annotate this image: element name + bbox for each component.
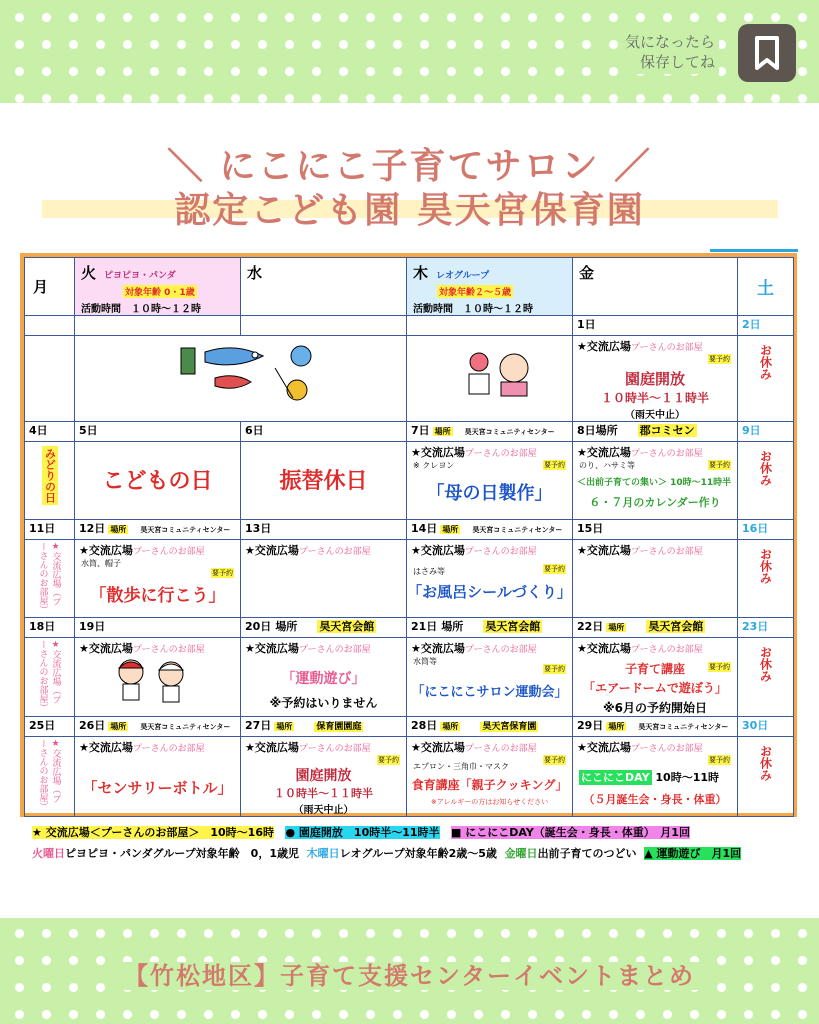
children-running-illustration	[109, 656, 195, 712]
week4-wed-sub: プーさんのお部屋	[298, 645, 371, 655]
week2-fri-place-name: 郡コミセン	[639, 424, 695, 437]
week3-thu-star: ★交流広場	[411, 544, 465, 557]
week4-fri-line1: 子育て講座	[624, 662, 685, 676]
week3-sat-date: 16日	[738, 520, 794, 540]
legend-thu-label: 木曜日	[306, 847, 340, 860]
week5-wed-sub: プーさんのお部屋	[298, 744, 371, 754]
header-tue-time: 活動時間 １０時〜１２時	[81, 304, 201, 315]
week3-thu-place: 場所	[442, 525, 459, 534]
week2-fri-star: ★交流広場	[577, 446, 631, 459]
header-tue	[75, 258, 241, 316]
week3-tue-place: 場所	[110, 525, 127, 534]
legend-fri-label: 金曜日	[504, 847, 538, 860]
week5-wed-time: １０時半〜１１時半	[274, 787, 373, 800]
title-line2: 認定こども園 昊天宮保育園	[174, 190, 645, 231]
legend-nikoniko: ■ にこにこDAY（誕生会・身長・体重） 月1回	[451, 826, 690, 839]
week4-wed-place-name: 昊天宮会館	[319, 620, 375, 633]
week4-body	[25, 638, 794, 717]
week5-thu-place: 場所	[442, 722, 459, 731]
week4-mon-text: ★交流広場（プーさんのお部屋）	[37, 640, 61, 712]
week3-thu-date: 14日	[411, 522, 438, 535]
week5-thu-rsv: 要予約	[544, 756, 565, 764]
week2-fri-sub: プーさんのお部屋	[630, 449, 703, 459]
week5-wed-date: 27日	[245, 719, 272, 732]
bookmark-icon	[754, 36, 780, 70]
week3-tue-place-name: 昊天宮コミュニティセンター	[140, 526, 231, 534]
week4-thu-main: 「にこにこサロン運動会」	[411, 685, 568, 700]
week2-mon-date: 4日	[25, 422, 75, 442]
week3-wed-date: 13日	[241, 520, 407, 540]
week5-wed-rain: （雨天中止）	[293, 805, 354, 816]
week4-thu-star: ★交流広場	[411, 642, 465, 655]
week5-tue-star: ★交流広場	[79, 741, 133, 754]
week4-fri-place-name: 昊天宮会館	[648, 620, 704, 633]
week5-wed-rsv: 要予約	[378, 756, 399, 764]
week1-fri-sub: プーさんのお部屋	[630, 343, 703, 353]
week2-fri-date: 8日	[577, 424, 596, 437]
week5-body	[25, 737, 794, 817]
header-wed	[241, 258, 407, 316]
week5-fri-line2: （５月誕生会・身長・体重）	[583, 793, 727, 806]
header-tue-day: 火	[81, 264, 97, 282]
week1-thu-illustration-cell	[407, 336, 573, 422]
month-label: 月	[25, 258, 75, 316]
week4-fri-line2: 「エアードームで遊ぼう」	[583, 681, 727, 695]
week5-fri-rsv: 要予約	[709, 756, 730, 764]
week2-thu-main: 「母の日製作」	[426, 483, 553, 504]
week3-thu-place-name: 昊天宮コミュニティセンター	[472, 526, 563, 534]
week2-mon-text: みどりの日	[43, 448, 57, 503]
week1-sat-off: お休み	[758, 344, 773, 380]
header-thu-age: 対象年齢２〜５歳	[437, 285, 513, 298]
week2-sat-off: お休み	[758, 450, 773, 486]
legend-row1	[32, 824, 690, 840]
week4-wed-star: ★交流広場	[245, 642, 299, 655]
week2-thu-star: ★交流広場	[411, 446, 465, 459]
week1-fri-main: 園庭開放	[624, 370, 685, 388]
week2-fri-item: のり、ハサミ等	[579, 461, 635, 470]
header-fri	[573, 258, 738, 316]
week5-thu-date: 28日	[411, 719, 438, 732]
week3-thu-sub: プーさんのお部屋	[464, 547, 537, 557]
week3-fri-star: ★交流広場	[577, 544, 631, 557]
header-sat: 土	[738, 258, 794, 316]
header-thu-day: 木	[413, 264, 429, 282]
week2-wed-date: 6日	[241, 422, 407, 442]
week4-fri-sub: プーさんのお部屋	[630, 645, 703, 655]
week5-dates	[25, 717, 794, 737]
week4-tue-date: 19日	[75, 618, 241, 638]
week5-fri-star: ★交流広場	[577, 741, 631, 754]
week4-fri-star: ★交流広場	[577, 642, 631, 655]
week3-thu-main: 「お風呂シールづくり」	[407, 583, 572, 601]
week3-tue-date: 12日	[79, 522, 106, 535]
week4-sat-date: 23日	[738, 618, 794, 638]
week4-thu-place-name: 昊天宮会館	[485, 620, 541, 633]
footer-text: 【竹松地区】子育て支援センターイベントまとめ	[118, 962, 701, 990]
week5-thu-main: 食育講座「親子クッキング」	[411, 778, 568, 792]
header-fri-day: 金	[579, 264, 595, 282]
week5-fri-day: にこにこDAY	[581, 771, 650, 784]
week1-dates	[25, 316, 794, 336]
week2-body	[25, 442, 794, 520]
week3-fri-sub: プーさんのお部屋	[630, 547, 703, 557]
week1-fri-rsv: 要予約	[709, 355, 730, 363]
week5-fri-place-name: 昊天宮コミュニティセンター	[638, 723, 729, 731]
week3-fri-date: 15日	[573, 520, 738, 540]
week5-mon-date: 25日	[25, 717, 75, 737]
week1-sat-cell	[738, 336, 794, 422]
legend-fri: 出前子育てのつどい	[537, 847, 637, 860]
week5-thu-note: ※アレルギーの方はお知らせください	[430, 798, 549, 806]
week5-wed-star: ★交流広場	[245, 741, 299, 754]
week5-sat-date: 30日	[738, 717, 794, 737]
week4-tue-sub: プーさんのお部屋	[132, 645, 205, 655]
week5-wed-main: 園庭開放	[295, 768, 352, 784]
calendar	[20, 253, 797, 817]
week5-thu-sub: プーさんのお部屋	[464, 744, 537, 754]
week2-thu-item: ※ クレヨン	[413, 461, 455, 470]
header-thu-time: 活動時間 １０時〜１２時	[413, 304, 533, 315]
week4-tue-star: ★交流広場	[79, 642, 133, 655]
week3-tue-rsv: 要予約	[212, 569, 233, 577]
week4-wed-main: 「運動遊び」	[281, 671, 366, 687]
koinobori-illustration	[175, 338, 325, 412]
week4-wed-note: ※予約はいりません	[269, 696, 378, 710]
header-tue-age: 対象年齢 0・1歳	[123, 285, 197, 298]
week2-fri-line2: ６・７月のカレンダー作り	[589, 496, 721, 509]
week3-tue-item: 水筒、帽子	[81, 559, 121, 568]
legend-kouryu: ★ 交流広場＜プーさんのお部屋＞ 10時〜16時	[32, 826, 274, 839]
week3-dates	[25, 520, 794, 540]
week2-fri-line1: ＜出前子育ての集い＞ 10時〜11時半	[577, 478, 732, 488]
week2-wed-main: 振替休日	[279, 469, 368, 494]
save-note-line1: 気になったら	[624, 33, 715, 51]
legend-thu: レオグループ対象年齢2歳〜5歳	[339, 847, 497, 860]
week5-tue-place: 場所	[110, 722, 127, 731]
week1-fri-cell	[573, 336, 738, 422]
week2-thu-place: 場所	[434, 427, 451, 436]
legend-tue-label: 火曜日	[32, 847, 65, 860]
calendar-top-accent	[710, 249, 798, 252]
mothers-day-illustration	[459, 344, 539, 402]
week5-wed-place: 場所	[276, 722, 293, 731]
week1-sat-date: 2日	[738, 316, 794, 336]
week3-mon-text: ★交流広場（プーさんのお部屋）	[37, 542, 61, 614]
week4-fri-rsv: 要予約	[709, 663, 730, 671]
week3-tue-sub: プーさんのお部屋	[132, 547, 205, 557]
week3-body	[25, 540, 794, 618]
week2-fri-place: 場所	[595, 424, 618, 437]
week1-fri-star: ★交流広場	[577, 340, 631, 353]
week3-thu-rsv: 要予約	[544, 565, 565, 573]
week4-mon-date: 18日	[25, 618, 75, 638]
header-wed-day: 水	[247, 264, 263, 282]
header-thu-group: レオグループ	[436, 271, 490, 281]
week2-thu-place-name: 昊天宮コミュニティセンター	[464, 428, 555, 436]
week2-fri-rsv: 要予約	[709, 461, 730, 469]
week5-thu-star: ★交流広場	[411, 741, 465, 754]
legend-tue: ピヨピヨ・パンダグループ対象年齢 0，1歳児	[65, 847, 299, 860]
week3-wed-sub: プーさんのお部屋	[298, 547, 371, 557]
week5-tue-sub: プーさんのお部屋	[132, 744, 205, 754]
footer-title	[0, 956, 819, 991]
save-note-line2: 保存してね	[639, 53, 715, 71]
week3-tue-star: ★交流広場	[79, 544, 133, 557]
week4-fri-line3: ※6月の予約開始日	[602, 701, 708, 715]
week1-fri-date: 1日	[573, 316, 738, 336]
legend-entei: ● 園庭開放 10時半〜11時半	[285, 826, 440, 839]
week2-thu-sub: プーさんのお部屋	[464, 449, 537, 459]
week1-illustration-cell	[75, 336, 407, 422]
week4-thu-place: 場所	[441, 620, 464, 633]
week2-thu-rsv: 要予約	[544, 461, 565, 469]
week5-fri-date: 29日	[577, 719, 604, 732]
week4-dates	[25, 618, 794, 638]
week3-sat-off: お休み	[758, 548, 773, 584]
calendar-header-row	[25, 258, 794, 316]
week5-tue-place-name: 昊天宮コミュニティセンター	[140, 723, 231, 731]
week4-fri-place: 場所	[608, 623, 625, 632]
week2-thu-date: 7日	[411, 424, 430, 437]
week4-sat-off: お休み	[758, 646, 773, 682]
week4-thu-item: 水筒等	[413, 657, 437, 666]
legend-undou: ▲ 運動遊び 月1回	[644, 847, 742, 860]
week2-dates	[25, 422, 794, 442]
week5-thu-place-name: 昊天宮保育園	[482, 722, 537, 732]
week4-thu-date: 21日	[411, 620, 438, 633]
week1-body	[25, 336, 794, 422]
legend-row2	[32, 845, 741, 861]
title-line1: ＼ にこにこ子育てサロン ／	[166, 146, 653, 187]
week5-tue-main: 「センサリーボトル」	[82, 779, 233, 797]
week5-sat-off: お休み	[758, 745, 773, 781]
week5-wed-place-name: 保育園園庭	[316, 722, 362, 732]
week5-thu-item: エプロン・三角巾・マスク	[413, 762, 509, 771]
week4-thu-sub: プーさんのお部屋	[464, 645, 537, 655]
week5-fri-time: 10時〜11時	[655, 771, 720, 784]
week5-fri-place: 場所	[608, 722, 625, 731]
week4-fri-date: 22日	[577, 620, 604, 633]
week4-wed-date: 20日	[245, 620, 272, 633]
week2-tue-main: こどもの日	[102, 469, 213, 494]
calendar-table	[24, 257, 794, 817]
week3-mon-date: 11日	[25, 520, 75, 540]
week3-thu-item: はさみ等	[413, 567, 445, 576]
week3-wed-star: ★交流広場	[245, 544, 299, 557]
week1-fri-time: １０時半〜１１時半	[600, 391, 709, 405]
week1-fri-rain: （雨天中止）	[625, 410, 685, 421]
week3-tue-main: 「散歩に行こう」	[89, 586, 226, 606]
week2-tue-date: 5日	[75, 422, 241, 442]
header-thu	[407, 258, 573, 316]
save-note	[621, 30, 719, 74]
header-tue-group: ピヨピヨ・パンダ	[104, 271, 176, 281]
week5-tue-date: 26日	[79, 719, 106, 732]
week5-mon-text: ★交流広場（プーさんのお部屋）	[37, 739, 61, 811]
week5-fri-sub: プーさんのお部屋	[630, 744, 703, 754]
bookmark-button[interactable]	[738, 24, 796, 82]
week2-sat-date: 9日	[738, 422, 794, 442]
week4-wed-place: 場所	[275, 620, 298, 633]
week4-thu-rsv: 要予約	[544, 665, 565, 673]
